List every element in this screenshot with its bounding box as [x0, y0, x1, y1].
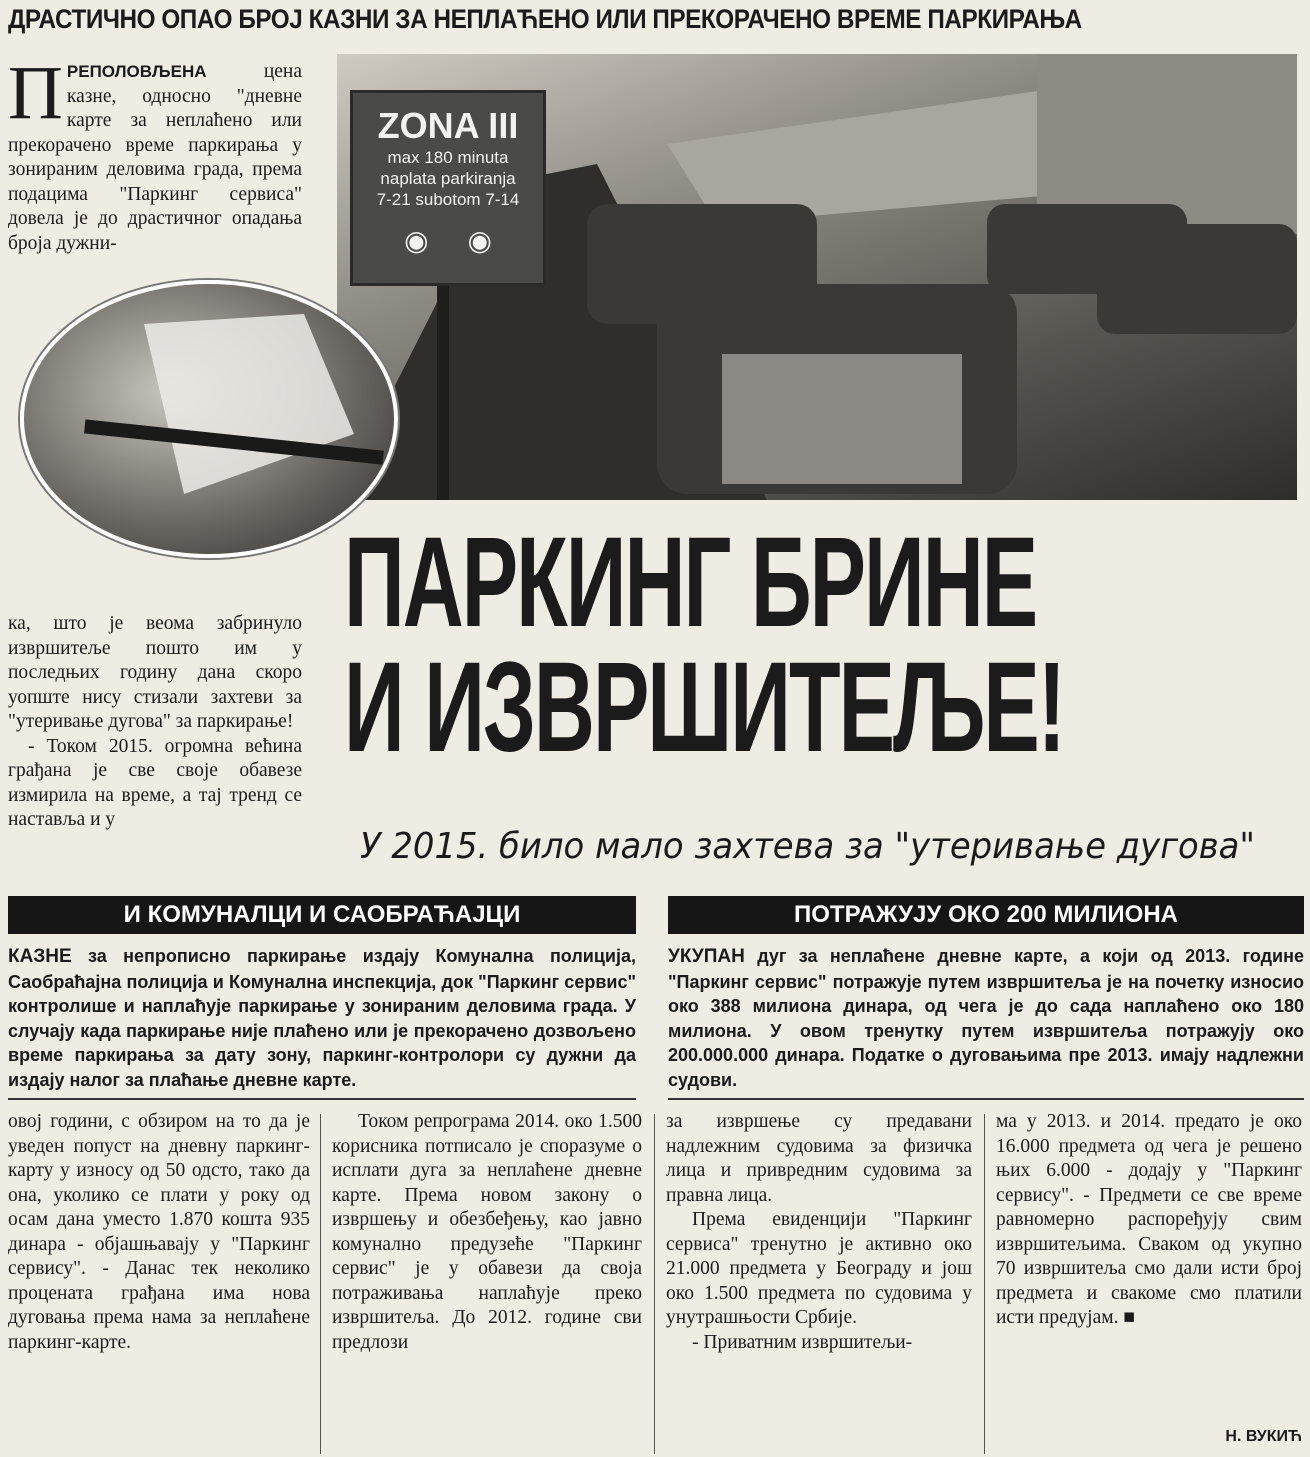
lead-text-bottom-1: ка, што је веома забринуло извршитеље пошто им у последњих годину дана скоро уопште нису стизали захтеви за "утеривање дугова" за паркирање!: [8, 613, 302, 732]
sign-zone-label: ZONA III: [377, 105, 519, 146]
headline-line-1: ПАРКИНГ БРИНЕ: [344, 511, 1037, 654]
lead-paragraph-bottom: [8, 612, 302, 833]
box-right-text: [668, 944, 1304, 1092]
lead-strong-word: РЕПОЛОВЉЕНА: [66, 62, 207, 81]
column-2: Током репрограма 2014. око 1.500 корисника потписало је споразуме о исплати дуга за неплаћене дневне карте. Према новом закону о извршењу и обезбеђењу, као јавно комунално предузеће "Паркинг сервис" је у обавези да своја потраживања наплаћује преко извршитеља. До 2012. године сви предлози: [332, 1111, 642, 1353]
column-divider-2: [654, 1114, 655, 1454]
column-divider-1: [320, 1114, 321, 1454]
box-right-title-bar: [668, 896, 1304, 934]
parking-ticket-inset-photo: [20, 280, 398, 558]
box-left-title-bar: [8, 896, 636, 934]
sign-line-1: max 180 minuta: [387, 148, 509, 167]
author-signature: Н. ВУКИЋ: [1225, 1428, 1302, 1445]
box-right-body: дуг за неплаћене дневне карте, а који од 2013. године "Паркинг сервис" потражује путем извршитеља је на почетку износио око 388 милиона динара, од чега је до сада наплаћено око 180 милиона. У овом тренутку путем извршитеља потражују око 200.000.000 динара. Податке о дуговањима пре 2013. имају надлежни судови.: [668, 946, 1304, 1090]
headline-line-2: И ИЗВРШИТЕЉЕ!: [344, 636, 1064, 779]
column-3-para-3: - Приватним извршитељи-: [692, 1331, 913, 1353]
zone-sign: [350, 90, 546, 286]
box-left-text: [8, 944, 636, 1092]
column-3: [666, 1110, 972, 1355]
box-left-body: за непрописно паркирање издају Комунална полиција, Саобраћајна полиција и Комунална инспекција, док "Паркинг сервис" контролише и наплаћује паркирање у зонираним деловима града. У случају када паркирање није плаћено или је прекорачено дозвољено време паркирања за дату зону, паркинг-контролори су дужни да издају налог за плаћање дневне карте.: [8, 946, 636, 1090]
box-left-strong: КАЗНЕ: [8, 946, 72, 967]
sign-line-2: naplata parkiranja: [380, 169, 516, 188]
section-divider-right: [668, 1098, 1304, 1100]
sign-line-3: 7-21 subotom 7-14: [376, 190, 520, 209]
box-right-title: ПОТРАЖУЈУ ОКО 200 МИЛИОНА: [794, 901, 1178, 928]
column-4: ма у 2013. и 2014. предато је око 16.000 предмета од чега је решено њих 6.000 - додају у "Паркинг сервису". - Предмети се све време равномерно распоређују свим извршитељима. Сваком од укупно 70 извршитеља смо дали исти број предмета и свакоме смо платили исти предујам. ■: [996, 1111, 1302, 1328]
sign-icons: ◉ ◉: [404, 225, 492, 256]
column-1: овој години, с обзиром на то да је уведен попуст на дневну паркинг-карту у износу од 50 одсто, тако да она, уколико се плати у року од осам дана уместо 1.870 кошта 935 динара - објашњавају у "Паркинг сервису". - Данас тек неколико процената грађана има нова дуговања према нама за неплаћене паркинг-карте.: [8, 1111, 310, 1353]
main-headline: [344, 511, 1310, 779]
column-divider-3: [984, 1114, 985, 1454]
column-3-para-1: за извршење су предавани надлежним судовима за физичка лица и привредним судовима за правна лица.: [666, 1111, 972, 1206]
kicker-headline: ДРАСТИЧНО ОПАО БРОЈ КАЗНИ ЗА НЕПЛАЋЕНО ИЛИ ПРЕКОРАЧЕНО ВРЕМЕ ПАРКИРАЊА: [8, 4, 1082, 34]
ticket-illustration: [24, 284, 394, 554]
box-right-strong: УКУПАН: [668, 946, 745, 967]
section-divider-left: [8, 1098, 636, 1100]
column-3-para-2: Према евиденцији "Паркинг сервиса" тренутно је активно око 21.000 предмета у Београду и још око 1.500 предмета по судовима у унутрашњости Србије.: [666, 1209, 972, 1328]
lead-text-top: цена казне, односно "дневне карте за неплаћено или прекорачено време паркирања у зонираним деловима града, према подацима "Паркинг сервиса" довела је до драстичног опадања броја дужни-: [8, 61, 302, 254]
lead-paragraph-top: [8, 51, 302, 256]
lead-text-bottom-2: - Током 2015. огромна већина грађана је све своје обавезе измирила на време, а тај тренд се наставља и у: [8, 735, 302, 830]
drop-cap: П: [8, 51, 63, 135]
subheadline: У 2015. било мало захтева за "утеривање дугова": [360, 826, 1255, 867]
box-left-title: И КОМУНАЛЦИ И САОБРАЋАЈЦИ: [123, 901, 521, 928]
